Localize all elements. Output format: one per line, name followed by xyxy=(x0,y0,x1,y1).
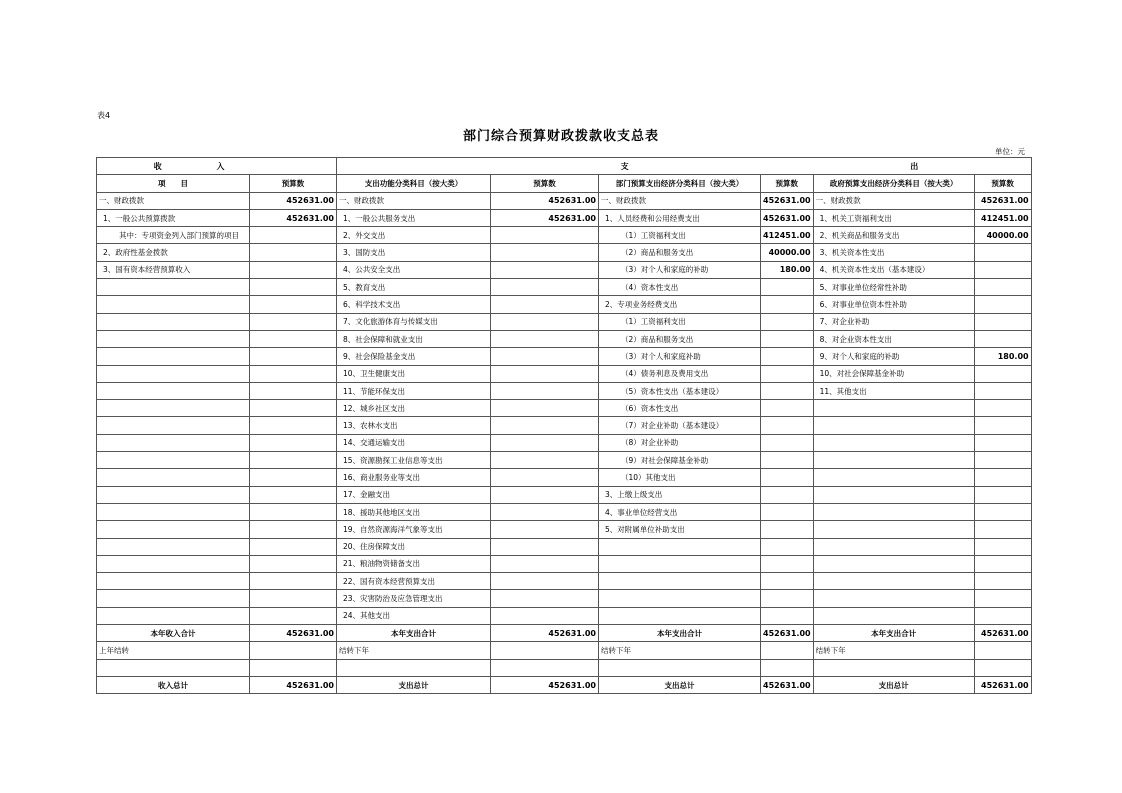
exp-total-label: 支出总计 xyxy=(337,676,491,693)
income-item xyxy=(97,296,250,313)
dept-econ-amount xyxy=(761,348,814,365)
table-row xyxy=(97,573,1032,590)
gov-econ-item: 9、对个人和家庭的补助 xyxy=(813,348,974,365)
dept-econ-item xyxy=(599,607,761,624)
function-item: 14、交通运输支出 xyxy=(337,434,491,451)
dept-econ-amount xyxy=(761,296,814,313)
function-amount xyxy=(491,296,599,313)
function-item: 2、外交支出 xyxy=(337,227,491,244)
gov-econ-item: 10、对社会保障基金补助 xyxy=(813,365,974,382)
dept-econ-item: （6）资本性支出 xyxy=(599,400,761,417)
carry-next-label: 结转下年 xyxy=(337,642,491,659)
income-amount: 452631.00 xyxy=(250,209,337,226)
gov-econ-item: 5、对事业单位经常性补助 xyxy=(813,279,974,296)
dept-econ-amount xyxy=(761,330,814,347)
income-amount xyxy=(250,261,337,278)
col-header-dept-econ-class: 部门预算支出经济分类科目（按大类） xyxy=(599,175,761,192)
gov-econ-item xyxy=(813,590,974,607)
income-item xyxy=(97,279,250,296)
dept-econ-amount xyxy=(761,555,814,572)
table-row xyxy=(97,555,1032,572)
income-amount xyxy=(250,382,337,399)
dept-econ-item: （4）债务利息及费用支出 xyxy=(599,365,761,382)
dept-econ-amount xyxy=(761,521,814,538)
carry-next-amount xyxy=(491,642,599,659)
col-header-function-class: 支出功能分类科目（按大类） xyxy=(337,175,491,192)
year-exp-total-amount: 452631.00 xyxy=(761,625,814,642)
function-amount: 452631.00 xyxy=(491,209,599,226)
gov-econ-item: 11、其他支出 xyxy=(813,382,974,399)
blank-cell xyxy=(97,659,250,676)
gov-econ-item: 6、对事业单位资本性补助 xyxy=(813,296,974,313)
dept-econ-item: 5、对附属单位补助支出 xyxy=(599,521,761,538)
income-amount xyxy=(250,555,337,572)
function-item: 3、国防支出 xyxy=(337,244,491,261)
table-row xyxy=(97,296,1032,313)
income-item: 3、国有资本经营预算收入 xyxy=(97,261,250,278)
gov-econ-item: 一、财政拨款 xyxy=(813,192,974,209)
year-exp-total-amount: 452631.00 xyxy=(974,625,1031,642)
gov-econ-item: 4、机关资本性支出（基本建设） xyxy=(813,261,974,278)
income-item xyxy=(97,434,250,451)
dept-econ-item: （5）资本性支出（基本建设） xyxy=(599,382,761,399)
function-amount xyxy=(491,555,599,572)
income-amount xyxy=(250,434,337,451)
income-amount xyxy=(250,538,337,555)
gov-econ-amount xyxy=(974,538,1031,555)
income-item xyxy=(97,417,250,434)
dept-econ-item: （1）工资福利支出 xyxy=(599,313,761,330)
gov-econ-amount xyxy=(974,521,1031,538)
exp-total-amount: 452631.00 xyxy=(491,676,599,693)
dept-econ-amount: 180.00 xyxy=(761,261,814,278)
year-income-total-label: 本年收入合计 xyxy=(97,625,250,642)
gov-econ-amount xyxy=(974,279,1031,296)
dept-econ-item: 2、专项业务经费支出 xyxy=(599,296,761,313)
dept-econ-item: （2）商品和服务支出 xyxy=(599,244,761,261)
income-amount xyxy=(250,296,337,313)
dept-econ-item: （10）其他支出 xyxy=(599,469,761,486)
function-item: 20、住房保障支出 xyxy=(337,538,491,555)
gov-econ-item xyxy=(813,555,974,572)
year-exp-total-amount: 452631.00 xyxy=(491,625,599,642)
table-row xyxy=(97,538,1032,555)
function-amount xyxy=(491,348,599,365)
income-group-char-1: 收 xyxy=(153,161,162,171)
function-amount xyxy=(491,279,599,296)
table-row xyxy=(97,192,1032,209)
dept-econ-amount: 40000.00 xyxy=(761,244,814,261)
gov-econ-amount xyxy=(974,244,1031,261)
gov-econ-amount xyxy=(974,590,1031,607)
gov-econ-item: 8、对企业资本性支出 xyxy=(813,330,974,347)
dept-econ-item: （7）对企业补助（基本建设） xyxy=(599,417,761,434)
function-item: 22、国有资本经营预算支出 xyxy=(337,573,491,590)
dept-econ-item: （2）商品和服务支出 xyxy=(599,330,761,347)
income-total-amount: 452631.00 xyxy=(250,676,337,693)
table-row xyxy=(97,417,1032,434)
dept-econ-item xyxy=(599,555,761,572)
income-item xyxy=(97,365,250,382)
function-item: 一、财政拨款 xyxy=(337,192,491,209)
function-amount xyxy=(491,244,599,261)
income-amount xyxy=(250,417,337,434)
function-amount xyxy=(491,261,599,278)
function-amount xyxy=(491,382,599,399)
income-item xyxy=(97,521,250,538)
dept-econ-amount: 452631.00 xyxy=(761,209,814,226)
blank-row xyxy=(97,659,1032,676)
gov-econ-item xyxy=(813,503,974,520)
income-total-label: 收入总计 xyxy=(97,676,250,693)
dept-econ-amount xyxy=(761,434,814,451)
function-item: 11、节能环保支出 xyxy=(337,382,491,399)
income-item xyxy=(97,486,250,503)
dept-econ-amount xyxy=(761,469,814,486)
income-item xyxy=(97,590,250,607)
function-amount xyxy=(491,365,599,382)
function-item: 10、卫生健康支出 xyxy=(337,365,491,382)
function-item: 24、其他支出 xyxy=(337,607,491,624)
dept-econ-amount xyxy=(761,382,814,399)
table-row xyxy=(97,330,1032,347)
function-item: 23、灾害防治及应急管理支出 xyxy=(337,590,491,607)
blank-cell xyxy=(491,659,599,676)
gov-econ-amount xyxy=(974,452,1031,469)
gov-econ-amount: 452631.00 xyxy=(974,192,1031,209)
gov-econ-item: 7、对企业补助 xyxy=(813,313,974,330)
function-item: 15、资源勘探工业信息等支出 xyxy=(337,452,491,469)
function-item: 18、援助其他地区支出 xyxy=(337,503,491,520)
dept-econ-item: 一、财政拨款 xyxy=(599,192,761,209)
col-header-gov-amount: 预算数 xyxy=(974,175,1031,192)
blank-cell xyxy=(599,659,761,676)
function-item: 5、教育支出 xyxy=(337,279,491,296)
table-row xyxy=(97,607,1032,624)
blank-cell xyxy=(813,659,974,676)
income-item xyxy=(97,607,250,624)
gov-econ-amount xyxy=(974,486,1031,503)
function-amount xyxy=(491,434,599,451)
income-amount xyxy=(250,313,337,330)
function-item: 19、自然资源海洋气象等支出 xyxy=(337,521,491,538)
dept-econ-item: 3、上缴上级支出 xyxy=(599,486,761,503)
gov-econ-amount: 180.00 xyxy=(974,348,1031,365)
income-amount xyxy=(250,452,337,469)
gov-econ-item xyxy=(813,434,974,451)
income-item xyxy=(97,452,250,469)
col-header-income-amount: 预算数 xyxy=(250,175,337,192)
gov-econ-item: 2、机关商品和服务支出 xyxy=(813,227,974,244)
gov-econ-amount: 412451.00 xyxy=(974,209,1031,226)
table-row xyxy=(97,348,1032,365)
income-group-char-2: 入 xyxy=(216,161,225,171)
gov-econ-amount xyxy=(974,382,1031,399)
income-amount xyxy=(250,573,337,590)
gov-econ-item xyxy=(813,521,974,538)
function-item: 9、社会保险基金支出 xyxy=(337,348,491,365)
col-header-income-item: 项 目 xyxy=(97,175,250,192)
exp-total-label: 支出总计 xyxy=(599,676,761,693)
income-item xyxy=(97,348,250,365)
income-item xyxy=(97,469,250,486)
table-row xyxy=(97,244,1032,261)
budget-table xyxy=(96,157,1032,694)
blank-cell xyxy=(974,659,1031,676)
income-item xyxy=(97,382,250,399)
year-exp-total-label: 本年支出合计 xyxy=(599,625,761,642)
income-amount xyxy=(250,348,337,365)
gov-econ-item xyxy=(813,469,974,486)
function-item: 1、一般公共服务支出 xyxy=(337,209,491,226)
function-amount xyxy=(491,400,599,417)
dept-econ-item xyxy=(599,573,761,590)
function-item: 17、金融支出 xyxy=(337,486,491,503)
income-item: 1、一般公共预算拨款 xyxy=(97,209,250,226)
function-amount xyxy=(491,417,599,434)
table-row xyxy=(97,400,1032,417)
prev-carry-amount xyxy=(250,642,337,659)
function-amount xyxy=(491,330,599,347)
gov-econ-item xyxy=(813,486,974,503)
dept-econ-amount xyxy=(761,452,814,469)
table-row xyxy=(97,209,1032,226)
year-exp-total-label: 本年支出合计 xyxy=(337,625,491,642)
gov-econ-item: 1、机关工资福利支出 xyxy=(813,209,974,226)
income-item: 其中：专项资金列入部门预算的项目 xyxy=(97,227,250,244)
function-amount xyxy=(491,521,599,538)
income-amount xyxy=(250,486,337,503)
dept-econ-item: （4）资本性支出 xyxy=(599,279,761,296)
income-item xyxy=(97,503,250,520)
dept-econ-amount xyxy=(761,417,814,434)
gov-econ-amount xyxy=(974,365,1031,382)
gov-econ-amount xyxy=(974,400,1031,417)
function-item: 16、商业服务业等支出 xyxy=(337,469,491,486)
column-header-row xyxy=(97,175,1032,192)
year-income-total-amount: 452631.00 xyxy=(250,625,337,642)
exp-total-label: 支出总计 xyxy=(813,676,974,693)
table-row xyxy=(97,469,1032,486)
dept-econ-amount: 452631.00 xyxy=(761,192,814,209)
income-amount xyxy=(250,607,337,624)
function-item: 6、科学技术支出 xyxy=(337,296,491,313)
gov-econ-amount: 40000.00 xyxy=(974,227,1031,244)
function-amount xyxy=(491,486,599,503)
dept-econ-amount xyxy=(761,365,814,382)
blank-cell xyxy=(250,659,337,676)
table-row xyxy=(97,227,1032,244)
table-row xyxy=(97,486,1032,503)
table-label: 表4 xyxy=(97,111,111,120)
dept-econ-amount xyxy=(761,607,814,624)
table-row xyxy=(97,434,1032,451)
gov-econ-amount xyxy=(974,313,1031,330)
prev-carry-label: 上年结转 xyxy=(97,642,250,659)
carry-next-amount xyxy=(974,642,1031,659)
income-group-header xyxy=(97,158,337,175)
dept-econ-amount: 412451.00 xyxy=(761,227,814,244)
col-header-dept-amount: 预算数 xyxy=(761,175,814,192)
function-amount xyxy=(491,469,599,486)
income-item xyxy=(97,313,250,330)
gov-econ-amount xyxy=(974,555,1031,572)
expense-group-header xyxy=(337,158,1032,175)
income-amount xyxy=(250,503,337,520)
exp-total-amount: 452631.00 xyxy=(761,676,814,693)
table-row xyxy=(97,313,1032,330)
gov-econ-amount xyxy=(974,607,1031,624)
gov-econ-amount xyxy=(974,261,1031,278)
function-item: 8、社会保障和就业支出 xyxy=(337,330,491,347)
income-amount xyxy=(250,521,337,538)
income-item: 一、财政拨款 xyxy=(97,192,250,209)
dept-econ-amount xyxy=(761,313,814,330)
dept-econ-item xyxy=(599,590,761,607)
gov-econ-amount xyxy=(974,573,1031,590)
function-item: 7、文化旅游体育与传媒支出 xyxy=(337,313,491,330)
dept-econ-item: （3）对个人和家庭的补助 xyxy=(599,261,761,278)
function-item: 21、粮油物资储备支出 xyxy=(337,555,491,572)
dept-econ-item: （3）对个人和家庭补助 xyxy=(599,348,761,365)
function-amount xyxy=(491,452,599,469)
page-title: 部门综合预算财政拨款收支总表 xyxy=(462,129,659,144)
table-row xyxy=(97,279,1032,296)
table-row xyxy=(97,590,1032,607)
col-header-gov-econ-class: 政府预算支出经济分类科目（按大类） xyxy=(813,175,974,192)
function-amount xyxy=(491,227,599,244)
gov-econ-amount xyxy=(974,296,1031,313)
income-item xyxy=(97,555,250,572)
carry-next-label: 结转下年 xyxy=(813,642,974,659)
dept-econ-item: （9）对社会保障基金补助 xyxy=(599,452,761,469)
gov-econ-amount xyxy=(974,417,1031,434)
dept-econ-amount xyxy=(761,538,814,555)
dept-econ-amount xyxy=(761,503,814,520)
gov-econ-item xyxy=(813,573,974,590)
function-amount: 452631.00 xyxy=(491,192,599,209)
carry-next-amount xyxy=(761,642,814,659)
income-amount xyxy=(250,590,337,607)
dept-econ-amount xyxy=(761,590,814,607)
table-row xyxy=(97,452,1032,469)
col-header-function-amount: 预算数 xyxy=(491,175,599,192)
income-amount xyxy=(250,279,337,296)
gov-econ-amount xyxy=(974,469,1031,486)
function-amount xyxy=(491,573,599,590)
gov-econ-amount xyxy=(974,330,1031,347)
function-item: 13、农林水支出 xyxy=(337,417,491,434)
function-amount xyxy=(491,538,599,555)
function-amount xyxy=(491,503,599,520)
table-row xyxy=(97,521,1032,538)
gov-econ-amount xyxy=(974,434,1031,451)
blank-cell xyxy=(337,659,491,676)
dept-econ-item: 1、人员经费和公用经费支出 xyxy=(599,209,761,226)
function-amount xyxy=(491,313,599,330)
grand-total-row xyxy=(97,676,1032,693)
income-amount xyxy=(250,227,337,244)
gov-econ-item xyxy=(813,538,974,555)
gov-econ-item xyxy=(813,400,974,417)
income-amount xyxy=(250,365,337,382)
gov-econ-amount xyxy=(974,503,1031,520)
income-amount xyxy=(250,330,337,347)
expense-group-char-2: 出 xyxy=(910,161,919,171)
income-item xyxy=(97,573,250,590)
dept-econ-amount xyxy=(761,573,814,590)
income-item xyxy=(97,330,250,347)
gov-econ-item xyxy=(813,452,974,469)
dept-econ-item: （8）对企业补助 xyxy=(599,434,761,451)
function-amount xyxy=(491,607,599,624)
table-row xyxy=(97,365,1032,382)
gov-econ-item xyxy=(813,607,974,624)
table-row xyxy=(97,261,1032,278)
unit-label: 单位：元 xyxy=(995,147,1025,156)
blank-cell xyxy=(761,659,814,676)
dept-econ-item: 4、事业单位经营支出 xyxy=(599,503,761,520)
function-item: 12、城乡社区支出 xyxy=(337,400,491,417)
income-item xyxy=(97,400,250,417)
function-item: 4、公共安全支出 xyxy=(337,261,491,278)
dept-econ-item xyxy=(599,538,761,555)
income-amount xyxy=(250,400,337,417)
dept-econ-amount xyxy=(761,400,814,417)
income-item: 2、政府性基金拨款 xyxy=(97,244,250,261)
income-item xyxy=(97,538,250,555)
dept-econ-amount xyxy=(761,486,814,503)
income-amount xyxy=(250,244,337,261)
function-amount xyxy=(491,590,599,607)
exp-total-amount: 452631.00 xyxy=(974,676,1031,693)
income-amount xyxy=(250,469,337,486)
group-header-row xyxy=(97,158,1032,175)
table-row xyxy=(97,382,1032,399)
gov-econ-item xyxy=(813,417,974,434)
income-amount: 452631.00 xyxy=(250,192,337,209)
year-exp-total-label: 本年支出合计 xyxy=(813,625,974,642)
carry-row xyxy=(97,642,1032,659)
dept-econ-item: （1）工资福利支出 xyxy=(599,227,761,244)
gov-econ-item: 3、机关资本性支出 xyxy=(813,244,974,261)
year-total-row xyxy=(97,625,1032,642)
carry-next-label: 结转下年 xyxy=(599,642,761,659)
table-row xyxy=(97,503,1032,520)
dept-econ-amount xyxy=(761,279,814,296)
expense-group-char-1: 支 xyxy=(620,161,629,171)
